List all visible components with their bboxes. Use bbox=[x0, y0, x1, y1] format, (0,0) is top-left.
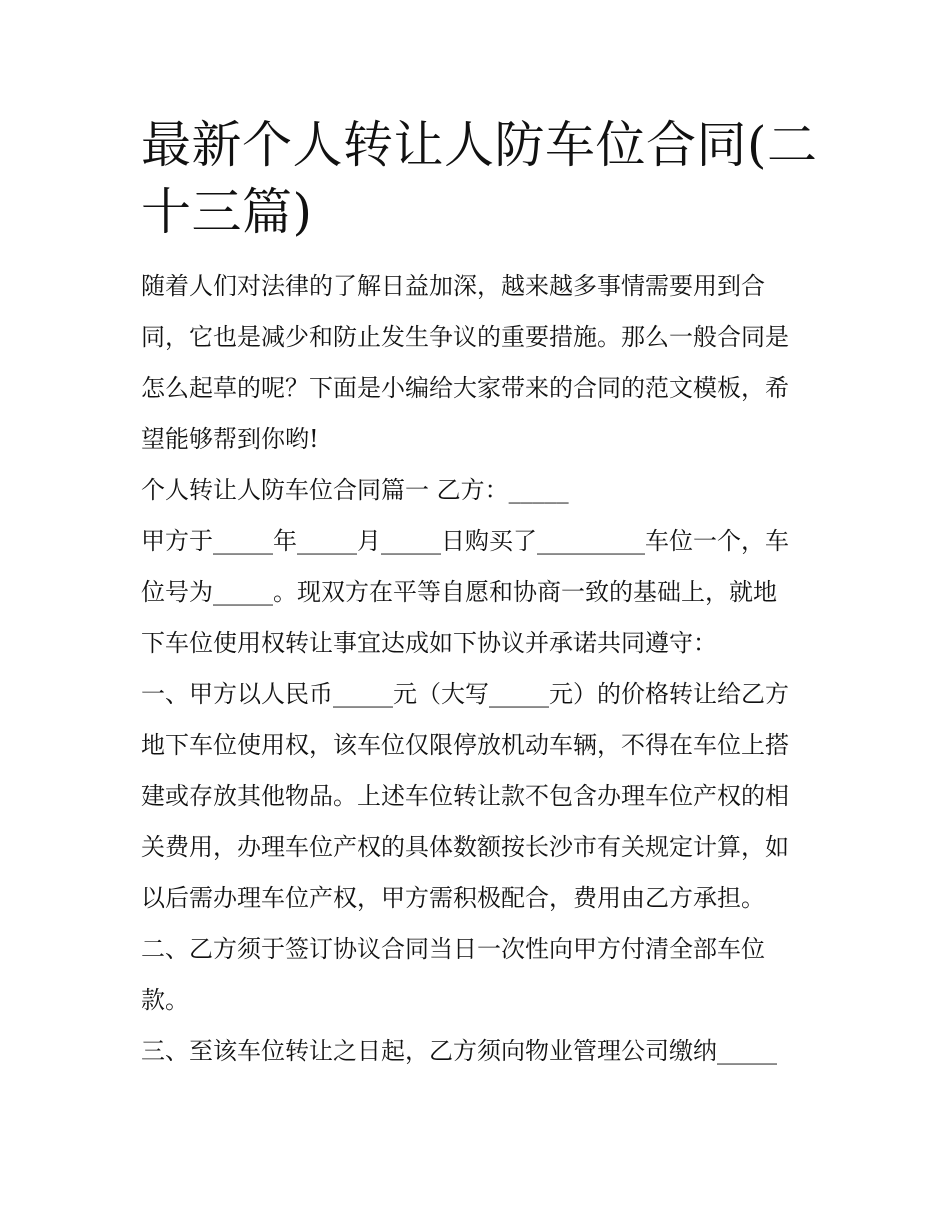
clause-1-paragraph bbox=[141, 669, 831, 924]
text-line: 款。 bbox=[141, 986, 189, 1014]
text-line: 关费用，办理车位产权的具体数额按长沙市有关规定计算，如 bbox=[141, 833, 789, 861]
purchase-paragraph bbox=[141, 516, 831, 669]
text-line: 地下车位使用权，该车位仅限停放机动车辆，不得在车位上搭 bbox=[141, 731, 789, 759]
clause-3-paragraph bbox=[141, 1026, 831, 1077]
title-line: 最新个人转让人防车位合同(二 bbox=[141, 116, 818, 174]
text-line: 以后需办理车位产权，甲方需积极配合，费用由乙方承担。 bbox=[141, 884, 765, 912]
document-title bbox=[141, 112, 831, 246]
text-line: 同，它也是减少和防止发生争议的重要措施。那么一般合同是 bbox=[141, 323, 789, 351]
text-line: 个人转让人防车位合同篇一 乙方：_____ bbox=[141, 476, 569, 504]
clause-2-paragraph bbox=[141, 924, 831, 1026]
text-line: 建或存放其他物品。上述车位转让款不包含办理车位产权的相 bbox=[141, 782, 789, 810]
text-line: 随着人们对法律的了解日益加深，越来越多事情需要用到合 bbox=[141, 272, 765, 300]
text-line: 望能够帮到你哟! bbox=[141, 425, 319, 453]
intro-paragraph bbox=[141, 261, 831, 465]
text-line: 甲方于_____年_____月_____日购买了_________车位一个，车 bbox=[141, 527, 789, 555]
section-heading-paragraph bbox=[141, 465, 831, 516]
text-line: 下车位使用权转让事宜达成如下协议并承诺共同遵守： bbox=[141, 629, 717, 657]
text-line: 二、乙方须于签订协议合同当日一次性向甲方付清全部车位 bbox=[141, 935, 765, 963]
text-line: 怎么起草的呢？下面是小编给大家带来的合同的范文模板，希 bbox=[141, 374, 789, 402]
text-line: 位号为_____。现双方在平等自愿和协商一致的基础上，就地 bbox=[141, 578, 777, 606]
text-line: 三、至该车位转让之日起，乙方须向物业管理公司缴纳_____ bbox=[141, 1037, 777, 1065]
title-line: 十三篇) bbox=[141, 183, 313, 241]
text-line: 一、甲方以人民币_____元（大写_____元）的价格转让给乙方 bbox=[141, 680, 789, 708]
document-page bbox=[141, 112, 831, 1077]
